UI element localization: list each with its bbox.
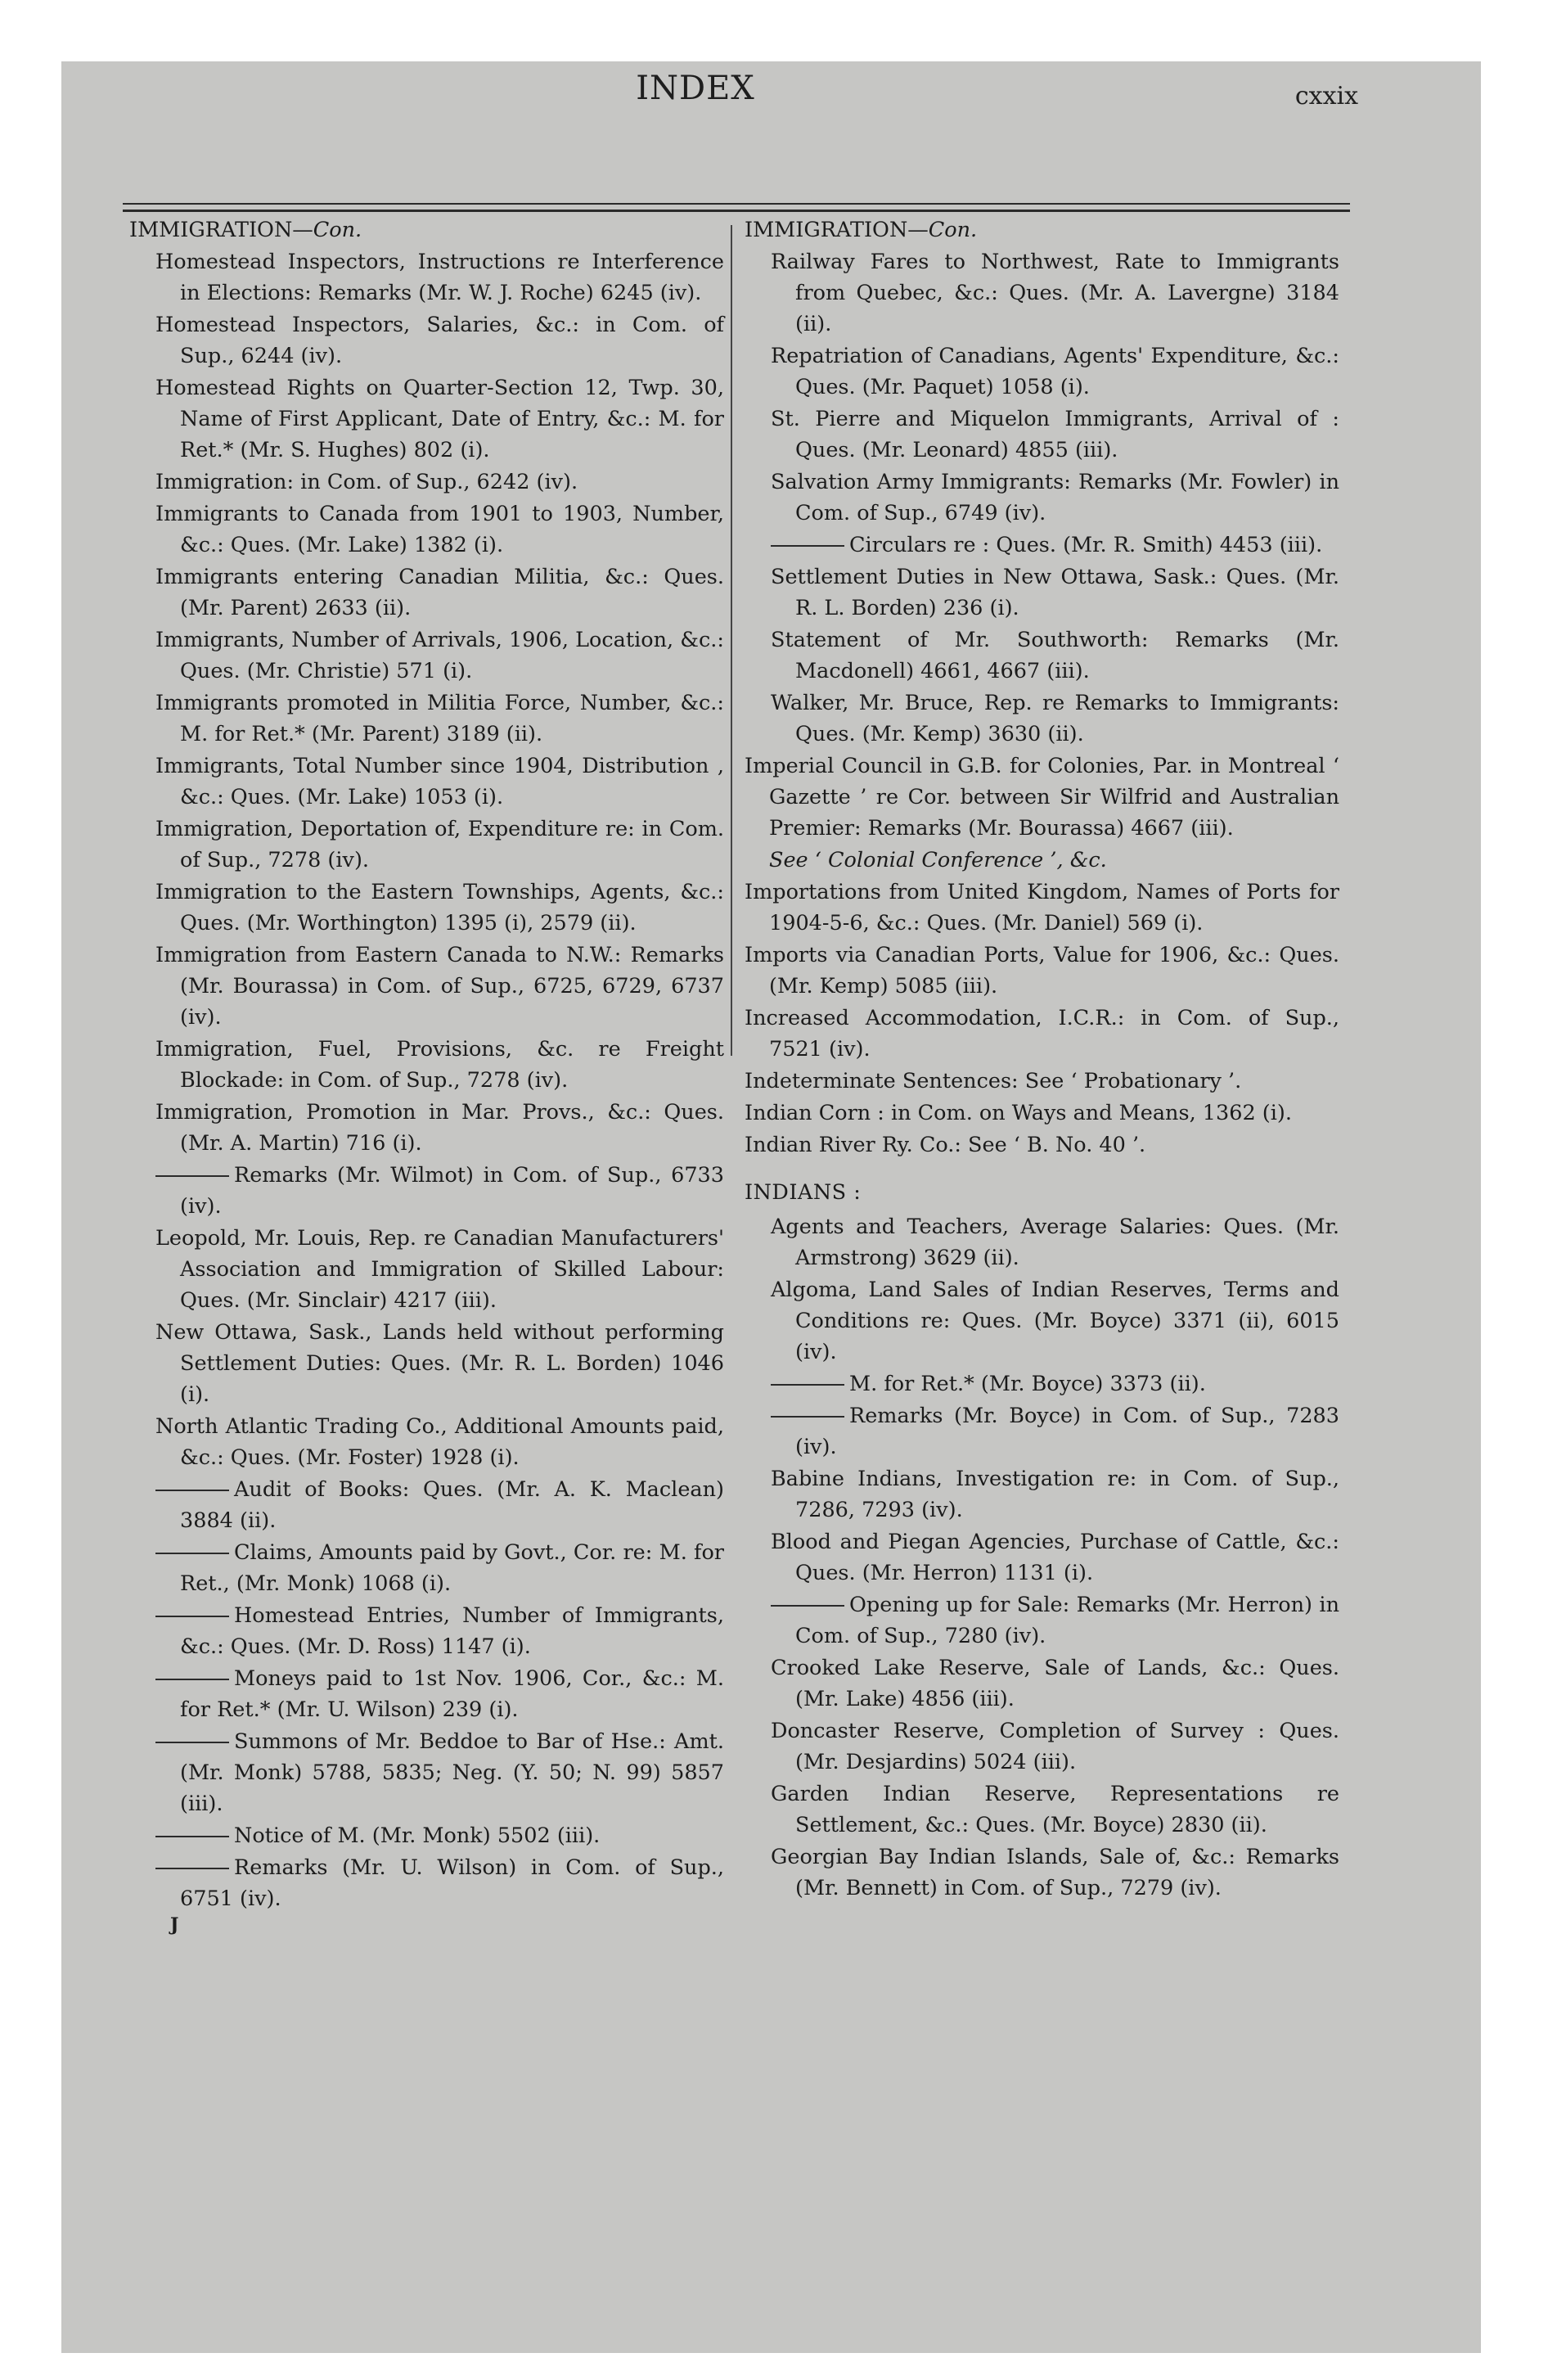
continued-heading: IMMIGRATION—Con. [129, 218, 362, 242]
ditto-dash [155, 1836, 229, 1837]
index-entry-text: Homestead Inspectors, Salaries, &c.: in Com. of Sup., 6244 (iv). [155, 313, 724, 368]
index-entry [155, 1097, 724, 1159]
index-entry [155, 498, 724, 561]
index-entry-list [745, 1211, 1339, 1904]
index-entry [155, 1726, 724, 1819]
index-entry [745, 1129, 1339, 1161]
ditto-dash [155, 1175, 229, 1177]
index-entry-text: New Ottawa, Sask., Lands held without performing Settlement Duties: Ques. (Mr. R. L. Borden) 1046 (i). [155, 1320, 724, 1407]
index-entry-text: Audit of Books: Ques. (Mr. A. K. Maclean) 3884 (ii). [180, 1477, 724, 1533]
ditto-dash [771, 1384, 844, 1386]
index-entry [771, 340, 1339, 403]
index-entry-text: Immigration to the Eastern Townships, Agents, &c.: Ques. (Mr. Worthington) 1395 (i), 2579 (ii). [155, 880, 724, 935]
index-entry-text: Increased Accommodation, I.C.R.: in Com. of Sup., 7521 (iv). [745, 1006, 1339, 1062]
index-entry-text: Immigrants to Canada from 1901 to 1903, Number, &c.: Ques. (Mr. Lake) 1382 (i). [155, 502, 724, 557]
index-entry [745, 751, 1339, 844]
index-entry [155, 309, 724, 372]
index-entry [771, 1274, 1339, 1368]
index-entry-text: Immigrants, Number of Arrivals, 1906, Location, &c.: Ques. (Mr. Christie) 571 (i). [155, 628, 724, 683]
index-entry-text: Imperial Council in G.B. for Colonies, Par. in Montreal ‘ Gazette ’ re Cor. between Sir Wilfrid and Australian Premier: Remarks (Mr. Bourassa) 4667 (iii). [745, 754, 1339, 841]
ditto-dash [155, 1679, 229, 1680]
index-entry [155, 1223, 724, 1316]
index-entry-text: Walker, Mr. Bruce, Rep. re Remarks to Immigrants: Ques. (Mr. Kemp) 3630 (ii). [771, 691, 1339, 746]
index-entry [771, 1368, 1339, 1400]
ditto-dash [771, 1605, 844, 1607]
index-entry [155, 1537, 724, 1599]
index-entry [771, 1652, 1339, 1715]
index-entry-text: Immigration, Promotion in Mar. Provs., &c.: Ques. (Mr. A. Martin) 716 (i). [155, 1100, 724, 1156]
index-entry [155, 877, 724, 939]
index-entry-text: Garden Indian Reserve, Representations re Settlement, &c.: Ques. (Mr. Boyce) 2830 (ii). [771, 1782, 1339, 1837]
index-entry-text: Moneys paid to 1st Nov. 1906, Cor., &c.: M. for Ret.* (Mr. U. Wilson) 239 (i). [180, 1666, 724, 1722]
index-entry-text: Summons of Mr. Beddoe to Bar of Hse.: Amt. (Mr. Monk) 5788, 5835; Neg. (Y. 50; N. 99) 5857 (iii). [180, 1729, 724, 1816]
index-entry [155, 246, 724, 309]
index-entry-text: Babine Indians, Investigation re: in Com. of Sup., 7286, 7293 (iv). [771, 1467, 1339, 1522]
index-entry [771, 561, 1339, 624]
index-entry [745, 940, 1339, 1002]
page-number: cxxix [1294, 82, 1358, 110]
index-entry-text: Immigration, Fuel, Provisions, &c. re Freight Blockade: in Com. of Sup., 7278 (iv). [155, 1037, 724, 1093]
index-entry [155, 1663, 724, 1725]
index-entry [155, 372, 724, 466]
index-entry [155, 1852, 724, 1914]
index-entry-text: Immigration from Eastern Canada to N.W.: Remarks (Mr. Bourassa) in Com. of Sup., 6725, 6729, 6737 (iv). [155, 943, 724, 1030]
index-entry-text: Leopold, Mr. Louis, Rep. re Canadian Manufacturers' Association and Immigration of Skilled Labour: Ques. (Mr. Sinclair) 4217 (iii). [155, 1226, 724, 1313]
index-entry [155, 751, 724, 813]
index-entry-text: St. Pierre and Miquelon Immigrants, Arrival of : Ques. (Mr. Leonard) 4855 (iii). [771, 407, 1339, 462]
ditto-dash [155, 1616, 229, 1617]
index-entry [155, 1600, 724, 1662]
index-entry-text: Imports via Canadian Ports, Value for 1906, &c.: Ques. (Mr. Kemp) 5085 (iii). [745, 943, 1339, 998]
index-entry [155, 1474, 724, 1536]
index-entry [155, 687, 724, 750]
index-entry-text: Immigration, Deportation of, Expenditure re: in Com. of Sup., 7278 (iv). [155, 817, 724, 872]
index-entry-text: Circulars re : Ques. (Mr. R. Smith) 4453 (iii). [849, 533, 1323, 557]
index-entry-text: Railway Fares to Northwest, Rate to Immigrants from Quebec, &c.: Ques. (Mr. A. Lavergne) 3184 (ii). [771, 250, 1339, 336]
index-entry [155, 1160, 724, 1222]
ditto-dash [155, 1553, 229, 1554]
index-entry-text: Immigrants promoted in Militia Force, Number, &c.: M. for Ret.* (Mr. Parent) 3189 (ii). [155, 691, 724, 746]
ditto-dash [155, 1490, 229, 1491]
index-entry-text: Crooked Lake Reserve, Sale of Lands, &c.: Ques. (Mr. Lake) 4856 (iii). [771, 1656, 1339, 1711]
index-entry [155, 1820, 724, 1851]
index-entry [771, 1526, 1339, 1589]
header-rule-top [123, 203, 1350, 205]
index-entry [771, 1400, 1339, 1463]
ditto-dash [155, 1868, 229, 1869]
index-entry-text: Homestead Rights on Quarter-Section 12, Twp. 30, Name of First Applicant, Date of Entry, &c.: M. for Ret.* (Mr. S. Hughes) 802 (i). [155, 376, 724, 462]
index-entry-text: North Atlantic Trading Co., Additional Amounts paid, &c.: Ques. (Mr. Foster) 1928 (i). [155, 1414, 724, 1470]
index-entry [155, 940, 724, 1033]
index-entry-text: Notice of M. (Mr. Monk) 5502 (iii). [234, 1823, 601, 1848]
index-entry [155, 467, 724, 498]
index-entry [745, 1003, 1339, 1065]
index-entry [771, 1463, 1339, 1526]
index-entry-text: Immigration: in Com. of Sup., 6242 (iv). [155, 470, 578, 494]
index-entry-text: Remarks (Mr. U. Wilson) in Com. of Sup., 6751 (iv). [180, 1855, 724, 1911]
index-entry [771, 467, 1339, 529]
index-entry-text: Georgian Bay Indian Islands, Sale of, &c.: Remarks (Mr. Bennett) in Com. of Sup., 7279 (iv). [771, 1845, 1339, 1900]
index-entry [771, 624, 1339, 687]
index-entry [155, 561, 724, 624]
index-entry-text: Settlement Duties in New Ottawa, Sask.: Ques. (Mr. R. L. Borden) 236 (i). [771, 565, 1339, 620]
index-entry [771, 403, 1339, 466]
ditto-dash [771, 1416, 844, 1418]
index-entry-text: Doncaster Reserve, Completion of Survey : Ques. (Mr. Desjardins) 5024 (iii). [771, 1719, 1339, 1774]
index-entry [155, 1034, 724, 1096]
index-entry-text: Claims, Amounts paid by Govt., Cor. re: M. for Ret., (Mr. Monk) 1068 (i). [180, 1540, 724, 1596]
header-rule-bottom [123, 210, 1350, 212]
index-entry-text: Repatriation of Canadians, Agents' Expenditure, &c.: Ques. (Mr. Paquet) 1058 (i). [771, 344, 1339, 399]
index-entry [771, 530, 1339, 561]
index-entry-text: Homestead Entries, Number of Immigrants, &c.: Ques. (Mr. D. Ross) 1147 (i). [180, 1603, 724, 1659]
index-entry-text: Importations from United Kingdom, Names of Ports for 1904-5-6, &c.: Ques. (Mr. Daniel) 569 (i). [745, 880, 1339, 935]
index-entry-text: Salvation Army Immigrants: Remarks (Mr. Fowler) in Com. of Sup., 6749 (iv). [771, 470, 1339, 525]
index-entry [155, 1411, 724, 1473]
index-entry-text: Indian Corn : in Com. on Ways and Means, 1362 (i). [745, 1101, 1292, 1125]
index-entry-text: Indeterminate Sentences: See ‘ Probationary ’. [745, 1069, 1242, 1093]
index-entry-text: Immigrants entering Canadian Militia, &c.: Ques. (Mr. Parent) 2633 (ii). [155, 565, 724, 620]
index-entry [745, 1098, 1339, 1129]
right-column [745, 214, 1339, 1904]
ditto-dash [771, 545, 844, 547]
index-entry [771, 687, 1339, 750]
index-entry-text: Blood and Piegan Agencies, Purchase of Cattle, &c.: Ques. (Mr. Herron) 1131 (i). [771, 1530, 1339, 1585]
index-entry-text: Immigrants, Total Number since 1904, Distribution , &c.: Ques. (Mr. Lake) 1053 (i). [155, 754, 724, 809]
index-entry-list [745, 246, 1339, 750]
index-entry [155, 624, 724, 687]
index-entry [771, 1211, 1339, 1273]
index-entry [771, 246, 1339, 340]
index-entry [771, 1715, 1339, 1778]
continued-heading: IMMIGRATION—Con. [745, 218, 978, 242]
signature-mark: J [170, 1914, 179, 1936]
index-entry-text: Remarks (Mr. Boyce) in Com. of Sup., 7283 (iv). [795, 1404, 1339, 1459]
index-entry-text: Indian River Ry. Co.: See ‘ B. No. 40 ’. [745, 1133, 1146, 1157]
index-entry-text: Agents and Teachers, Average Salaries: Ques. (Mr. Armstrong) 3629 (ii). [771, 1215, 1339, 1270]
index-entry-list [718, 751, 1339, 1161]
index-entry-text: Statement of Mr. Southworth: Remarks (Mr. Macdonell) 4661, 4667 (iii). [771, 628, 1339, 683]
index-entry [771, 1778, 1339, 1841]
index-entry [155, 1317, 724, 1410]
index-entry-text: See ‘ Colonial Conference ’, &c. [769, 848, 1107, 872]
left-column [129, 214, 724, 1936]
index-entry [771, 1589, 1339, 1652]
index-entry-text: Opening up for Sale: Remarks (Mr. Herron) in Com. of Sup., 7280 (iv). [795, 1593, 1339, 1648]
index-entry [155, 814, 724, 876]
index-entry [745, 877, 1339, 939]
section-heading: INDIANS : [745, 1180, 862, 1205]
index-entry-text: Algoma, Land Sales of Indian Reserves, Terms and Conditions re: Ques. (Mr. Boyce) 3371 (ii), 6015 (iv). [771, 1278, 1339, 1364]
index-entry-text: Remarks (Mr. Wilmot) in Com. of Sup., 6733 (iv). [180, 1163, 724, 1219]
page-title: INDEX [636, 70, 755, 107]
index-entry-list [129, 246, 724, 1914]
index-entry [771, 1841, 1339, 1904]
index-entry [769, 845, 1339, 876]
index-entry [745, 1066, 1339, 1097]
ditto-dash [155, 1742, 229, 1743]
index-entry-text: M. for Ret.* (Mr. Boyce) 3373 (ii). [849, 1372, 1206, 1396]
index-entry-text: Homestead Inspectors, Instructions re Interference in Elections: Remarks (Mr. W. J. Roche) 6245 (iv). [155, 250, 724, 305]
